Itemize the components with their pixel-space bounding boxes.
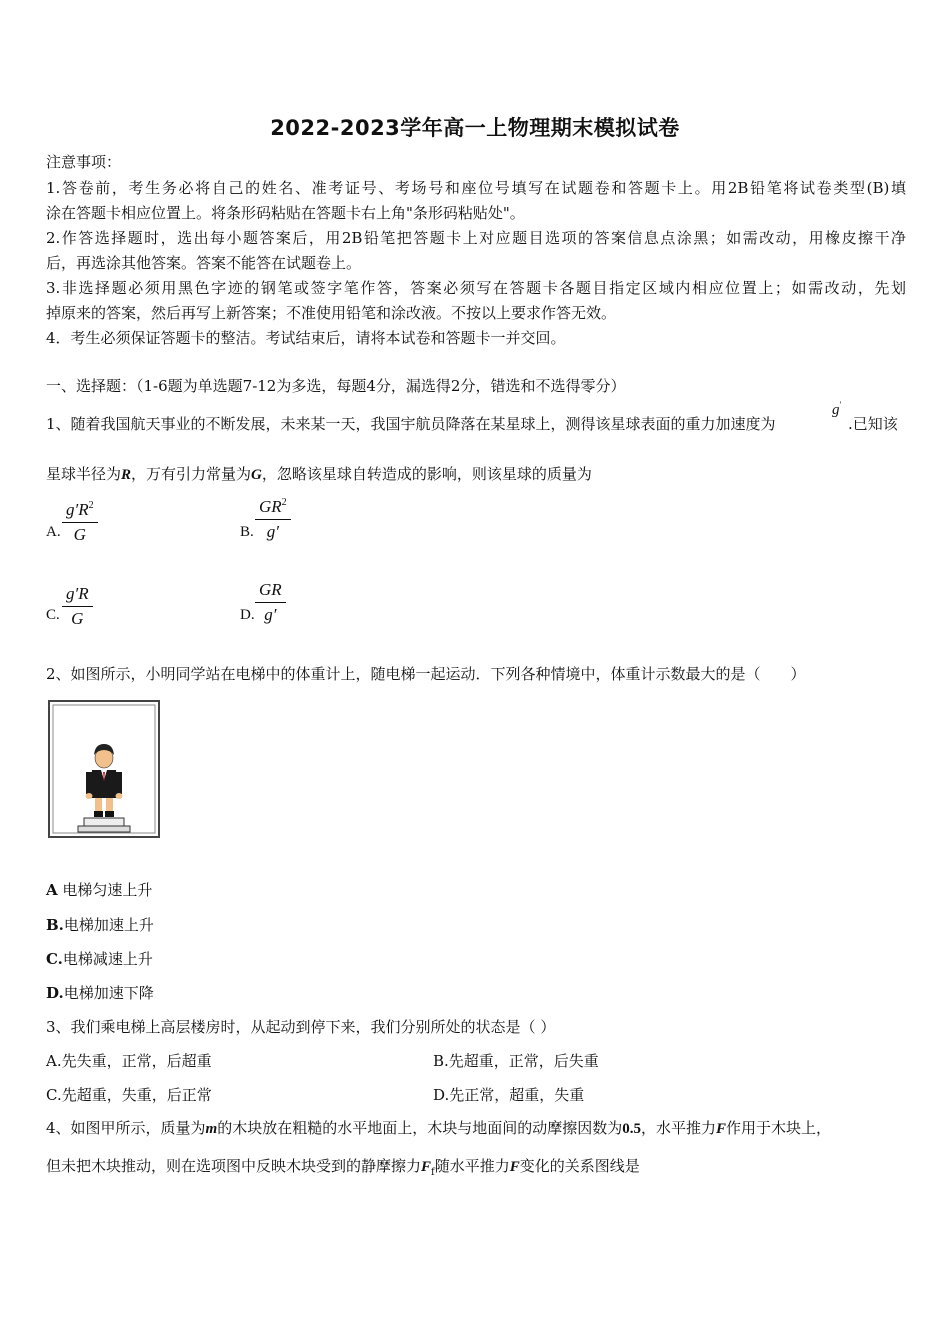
- notice-line: 2.作答选择题时，选出每小题答案后，用2B铅笔把答题卡上对应题目选项的答案信息点涂黑；如需改动，用橡皮擦干净: [46, 229, 906, 247]
- option-label: A.: [46, 524, 61, 540]
- notice-heading: 注意事项：: [46, 153, 122, 171]
- question-3-option-b: B.先超重，正常，后失重: [433, 1052, 599, 1070]
- question-3-option-a: A.先失重，正常，后超重: [46, 1052, 212, 1070]
- option-b-fraction: $\frac{GR^2}{g'}$: [255, 497, 291, 542]
- notice-line: 后，再选涂其他答案。答案不能答在试题卷上。: [46, 254, 362, 272]
- question-2-stem: 2、如图所示，小明同学站在电梯中的体重计上，随电梯一起运动．下列各种情境中，体重计示数最大的是（ ）: [46, 665, 806, 683]
- question-4-stem-line2: 但未把木块推动，则在选项图中反映木块受到的静摩擦力$F_f$随水平推力F变化的关系图线是: [46, 1157, 640, 1178]
- question-2-option-d: D.电梯加速下降: [46, 984, 154, 1002]
- question-4-stem-line1: 4、如图甲所示，质量为m的木块放在粗糙的水平地面上，木块与地面间的动摩擦因数为0.5，水平推力F作用于木块上，: [46, 1119, 832, 1137]
- option-label: C.: [46, 607, 60, 623]
- option-c-fraction: $\frac{g'R}{G}$: [62, 584, 93, 629]
- question-1-stem-line2: 星球半径为R，万有引力常量为G，忽略该星球自转造成的影响，则该星球的质量为: [46, 465, 592, 483]
- section-heading: 一、选择题：（1-6题为单选题7-12为多选，每题4分，漏选得2分，错选和不选得零分）: [46, 377, 626, 395]
- question-3-option-c: C.先超重，失重，后正常: [46, 1086, 212, 1104]
- page-title: 2022-2023学年高一上物理期末模拟试卷: [270, 116, 680, 140]
- question-3-option-d: D.先正常，超重，失重: [433, 1086, 585, 1104]
- notice-line: 涂在答题卡相应位置上。将条形码粘贴在答题卡右上角"条形码粘贴处"。: [46, 204, 525, 222]
- question-1-stem-line1: 1、随着我国航天事业的不断发展，未来某一天，我国宇航员降落在某星球上，测得该星球表面的重力加速度为: [46, 415, 776, 433]
- question-2-option-c: C.电梯减速上升: [46, 950, 153, 968]
- notice-line: 1.答卷前，考生务必将自己的姓名、准考证号、考场号和座位号填写在试题卷和答题卡上。用2B铅笔将试卷类型(B)填: [46, 179, 906, 197]
- option-label: B.: [240, 524, 254, 540]
- notice-line: 4．考生必须保证答题卡的整洁。考试结束后，请将本试卷和答题卡一并交回。: [46, 329, 566, 347]
- notice-line: 掉原来的答案，然后再写上新答案；不准使用铅笔和涂改液。不按以上要求作答无效。: [46, 304, 617, 322]
- option-label: D.: [240, 607, 255, 623]
- question-2-option-b: B.电梯加速上升: [46, 916, 154, 934]
- notice-line: 3.非选择题必须用黑色字迹的钢笔或签字笔作答，答案必须写在答题卡各题目指定区域内相应位置上；如需改动，先划: [46, 279, 906, 297]
- option-d-fraction: $\frac{GR}{g'}$: [255, 580, 286, 625]
- option-a-fraction: $\frac{g'R^2}{G}$: [62, 500, 98, 545]
- elevator-figure: [48, 700, 160, 838]
- g-prime-symbol: g′: [832, 400, 842, 418]
- question-2-option-a: A 电梯匀速上升: [46, 881, 153, 899]
- question-1-stem-line1-end: .已知该: [848, 415, 898, 433]
- question-3-stem: 3、我们乘电梯上高层楼房时，从起动到停下来，我们分别所处的状态是（ ）: [46, 1018, 556, 1036]
